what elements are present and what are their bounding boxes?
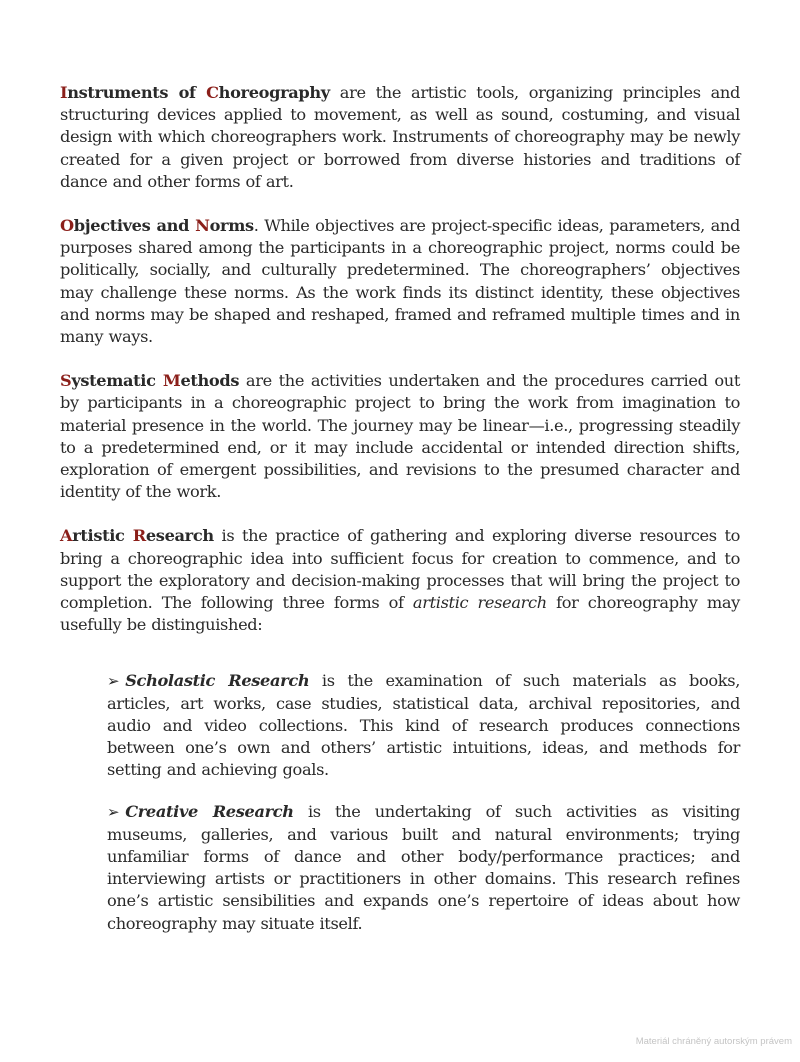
term-text: ystematic [71, 371, 163, 391]
paragraph-body: is the practice of gathering and exploring diverse resources to bring a choreographic idea into sufficient focus for creation to commence, and to support the exploratory and decision-making processes that will bring the project to completion. The following three forms of [60, 526, 741, 613]
term-objectives-and-norms [60, 216, 254, 235]
paragraph-systematic-methods [60, 370, 740, 503]
initial-letter: R [132, 526, 146, 546]
term-text: nstruments of [67, 83, 207, 102]
bullet-body: is the examination of such materials as books, articles, art works, case studies, statistical data, archival repositories, and audio and video collections. This kind of research produces connections between one’s own and others’ artistic intuitions, ideas, and methods for setting and achieving goals. [107, 671, 741, 780]
term-text: esearch [145, 526, 214, 546]
paragraph-body: . While objectives are project-specific ideas, parameters, and purposes shared among the participants in a choreographic project, norms could be politically, socially, and culturally predetermined. The choreographers’ objectives may challenge these norms. As the work finds its distinct identity, these objectives and norms may be shaped and reshaped, framed and reframed multiple times and in many ways. [60, 216, 740, 347]
initial-letter: S [60, 371, 72, 391]
italic-phrase: artistic research [412, 593, 547, 613]
paragraph-objectives [60, 215, 740, 348]
bullet-body: is the undertaking of such activities as visiting museums, galleries, and various built and natural environments; trying unfamiliar forms of dance and other body/performance practices; and interviewing artists or practitioners in other domains. This research refines one’s artistic sensibilities and expands one’s repertoire of ideas about how choreography may situate itself. [107, 802, 740, 933]
term-text: horeography [218, 83, 330, 102]
initial-letter: M [162, 371, 181, 391]
term-systematic-methods [60, 371, 239, 390]
term-text: bjectives and [73, 216, 196, 236]
term-artistic-research [60, 526, 214, 545]
bullet-term: Scholastic Research [125, 671, 310, 691]
term-instruments-of-choreography [60, 83, 330, 102]
initial-letter: I [60, 83, 68, 102]
research-forms-list [107, 670, 740, 934]
arrow-bullet-icon: ➢ [107, 803, 120, 822]
paragraph-instruments [60, 82, 740, 193]
term-text: orms [209, 216, 254, 236]
initial-letter: A [60, 526, 73, 546]
paragraph-body: are the activities undertaken and the procedures carried out by participants in a choreographic project to bring the work from imagination to material presence in the world. The journey may be linear—i.e., progressing steadily to a predetermined end, or it may include accidental or intended direction shifts, exploration of emergent possibilities, and revisions to the presumed character and identity of the work. [60, 371, 740, 502]
document-page [60, 82, 740, 955]
list-item-creative-research [107, 801, 740, 934]
initial-letter: O [60, 216, 74, 236]
initial-letter: N [195, 216, 210, 236]
bullet-term: Creative Research [125, 802, 294, 822]
term-text: rtistic [72, 526, 133, 546]
paragraph-body: are the artistic tools, organizing principles and structuring devices applied to movement, as well as sound, costuming, and visual design with which choreographers work. Instruments of choreography may be newly created for a given project or borrowed from diverse histories and traditions of dance and other forms of art. [60, 83, 741, 191]
paragraph-body: for choreography may usefully be distinguished: [60, 593, 740, 635]
term-text: ethods [180, 371, 240, 391]
initial-letter: C [206, 83, 219, 102]
arrow-bullet-icon: ➢ [107, 672, 120, 691]
paragraph-artistic-research [60, 525, 740, 636]
copyright-watermark: Materiál chráněný autorským právem [635, 1036, 792, 1047]
list-item-scholastic-research [107, 670, 740, 781]
